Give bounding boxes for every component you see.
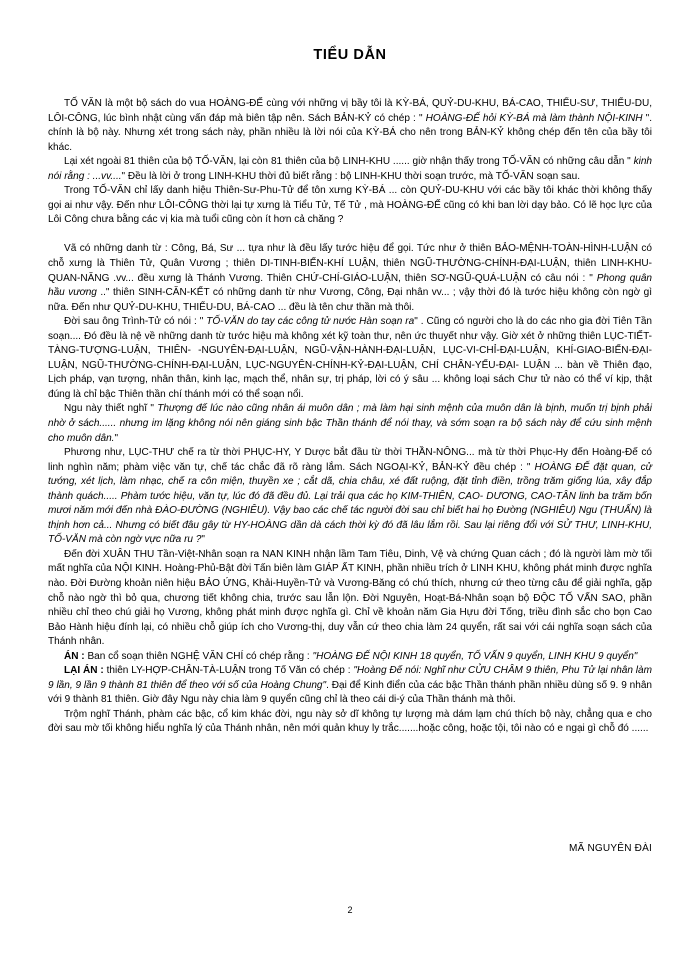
text-run: Lại xét ngoài 81 thiên của bộ TỐ-VĂN, lại còn 81 thiên của bộ LINH-KHU ...... giờ nhận thấy trong TỐ-VĂN có những câu dẫn " [64, 156, 634, 168]
text-run: thiên LY-HỢP-CHÂN-TÀ-LUẬN trong Tố Văn có chép : [103, 665, 354, 677]
text-run: .." thiên SINH-CĂN-KẾT có những danh từ như Vương, Công, Đại nhân vv... ; vậy thời đó là tước hiệu không còn ngờ gì nữa. Đến như QUỶ-DU-KHU, THIỂU-DU, BÁ-CAO ... đều là tên chư thần mà thôi. [48, 287, 652, 313]
text-run: TỐ VĂN là một bộ sách do vua HOÀNG-ĐẾ cùng với những vị bầy tôi là KỲ-BÁ, QUỶ-DU-KHU, BÁ-CAO, THIỂU-SƯ, THIỂU-DU, LÔI-CÔNG, lúc bình nhật cùng vấn đáp mà biên tập nên. Sách BẢN-KỶ có chép : " [48, 98, 652, 124]
text-run: Trộm nghĩ Thánh, phàm các bậc, cổ kim khác đời, ngu này sở dĩ không tự lượng mà dám lạm chú thích bộ này, chẳng qua e cho đời sau mờ tối không hiểu nghĩa lý của Thánh nhân, nên mới quản khuy ly trắc.......hoặc công, hoặc tội, tôi nào có e ngại gì chỗ đó ...... [48, 708, 652, 735]
note-label: LẠI ÁN : [64, 665, 104, 677]
paragraph [48, 184, 652, 228]
paragraph [48, 664, 652, 708]
text-run: " . Cũng có người cho là do các nho gia đời Tiên Tần soạn.... Đó đều là nệ về những danh từ tước hiệu mà không xét kỹ toàn thư, nên ức thuyết như vậy. Giờ xét ở những thiên LỤC-TIẾT-TÀNG-TƯỢNG-LUẬN, THIÊN- -NGUYÊN-ĐẠI-LUẬN, NGŨ-VẬN-HÀNH-ĐẠI-LUẬN, LỤC-VI-CHỈ-ĐẠI-LUẬN, KHÍ-GIAO-BIẾN-ĐẠI- LUẬN, NGŨ-THƯỜNG-CHÍNH-ĐẠI-LUẬN, LỤC-NGUYÊN-CHÍNH-KỶ-ĐẠI-LUẬN, CHÍ CHÂN-YẾU-ĐẠI- LUẬN ... bàn về Thiên đạo, Lịch pháp, vạn tượng, nhân thân, kinh lạc, mạch thể, nhân sự, trị pháp, lời có ý sâu ... không loại sách Chư tử nào có thể ví kịp, thật đúng là chỉ bậc Thiên thần chí thánh mới có thể soạn nổi. [48, 316, 652, 400]
text-run: Vã có những danh từ : Công, Bá, Sư ... tựa như là đều lấy tước hiệu để gọi. Tức như ở thiên BẢO-MỆNH-TOÀN-HÌNH-LUẬN có chỗ xưng là Thiên Tử, Quân Vương ; thiên DI-TINH-BIẾN-KHÍ LUẬN, thiên NGŨ-THƯỜNG-CHÍNH-ĐẠI-LUẬN, thiên LINH-KHU-QUAN-NĂNG .vv... đều xưng là Thánh Vương. Thiên CHỨ-CHÍ-GIÁO-LUẬN, thiên SƠ-NGŨ-QUÁ-LUẬN có câu nói : " [48, 243, 652, 284]
document-body [48, 97, 652, 737]
text-run: ". chính là bộ này. Nhưng xét trong sách này, phần nhiều là lời nói của KỲ-BÁ cho nên trong BẢN-KỶ không chép đến tên của bầy tôi khác. [48, 112, 652, 153]
page-number: 2 [347, 905, 353, 915]
quoted-text: HOÀNG-ĐẾ hỏi KỲ-BÁ mà làm thành NỘI-KINH [425, 112, 646, 124]
quoted-text: TỐ-VĂN do tay các công tử nước Hàn soạn ra [206, 316, 415, 328]
text-run: Ban cổ soạn thiên NGHỆ VĂN CHÍ có chép rằng : [84, 650, 313, 662]
paragraph [48, 315, 652, 402]
text-run: . Đại để Kinh điển của các bậc Thần thánh phần nhiều dùng số 9. 9 nhân với 9 thành 81 thiên. Giờ đây Ngu này chia làm 9 quyển cũng chỉ là theo cái di-ý của Thần thánh mà thôi. [48, 679, 652, 706]
quoted-text: Phong quân hầu vương [48, 272, 653, 299]
quoted-text: "Hoàng Đế nói: Nghĩ như CỬU CHÂM 9 thiên, Phu Tử lại nhân làm 9 lần, 9 lần 9 thành 81 thiên để theo với số của Hoàng Chung" [48, 665, 652, 691]
paragraph [48, 97, 652, 155]
paragraph [48, 548, 652, 650]
paragraph [48, 402, 652, 446]
paragraph [48, 242, 652, 315]
paragraph [48, 650, 652, 665]
quoted-text: HOÀNG ĐẾ đặt quan, cử tướng, xét lịch, làm nhạc, chế ra côn miện, thuyền xe ; cắt dã, chia châu, xé đất ruộng, đặt tỉnh điền, trồng trăm giống lúa, xây đắp thành quách..... Phàm tước hiệu, văn tự, lúc đó đã đều đủ. Lại trải qua các họ KIM-THIÊN, CAO- DƯƠNG, CAO-TÂN linh ba trăm bốn mươi năm mới đến nhà ĐÀO-ĐƯỜNG (NGHIÊU). Vậy bao các chế tác người đời sau chỉ biết hai họ Đường (NGHIÊU) Ngu (THUẤN) là thịnh hơn cả... Nhưng có biết đâu gây từ HY-HOÀNG dần dà cách thời kỳ đó đã lâu lắm rồi. Sau lại riêng đổi với SỬ THƯ, LINH-KHU, TỐ-VĂN mà còn ngờ vực nữa ru ? [48, 461, 652, 546]
page-title: TIỂU DẪN [313, 47, 387, 63]
text-run: " [114, 432, 119, 444]
text-run: Đến đời XUÂN THU Tần-Việt-Nhân soạn ra NAN KINH nhận lầm Tam Tiêu, Dinh, Vệ và chứng Quan cách ; đó là người làm mờ tối mất nghĩa của NỘI KINH. Hoàng-Phủ-Bật đời Tấn biên làm GIÁP ẤT KINH, phần nhiều trích ở LINH KHU, không phát minh được nghĩa nào. Đời Đường khoản niên hiệu BẢO ỨNG, Khải-Huyền-Tử và Vương-Băng có chú thích, nhưng cứ theo từng câu để giải nghĩa, gặp chỗ nào ngờ thì bỏ qua, chương tiết không chia, trước sau lẫn lộn. Đời Nguyên, Hoạt-Bá-Nhân soạn bộ ĐỘC TỐ VẤN SAO, phần nhiều chỉ theo chú giải họ Vương, không phát minh được nghĩa gì. Chỉ về khoản năm Gia Hựu đời Tống, triều đình sắc cho bọn Cao Bảo Hành hiệu đính lại, có nhiều chỗ giúp ích cho Vương-thị, duy vẫn cứ theo chia làm 24 quyển, rất sai với cái nghĩa soạn sách của Thánh nhân. [48, 548, 652, 648]
text-run: Trong TỐ-VĂN chỉ lấy danh hiệu Thiên-Sư-Phu-Tử để tôn xưng KỲ-BÁ ... còn QUỶ-DU-KHU với các bầy tôi khác thời không thấy gọi ai như vậy. Đến như LÔI-CÔNG thời lại tự xưng là Tiểu Tử, Tế Tử , mà HOÀNG-ĐẾ cũng có khi ban lời dạy bảo. Có lẽ học lực của Lôi Công chưa bằng các vị kia mà tuổi cũng còn ít hơn cả chăng ? [48, 185, 652, 226]
paragraph [48, 155, 652, 184]
paragraph [48, 708, 652, 737]
note-label: ÁN : [64, 650, 85, 662]
quoted-text: kinh nói rằng : ...vv.... [48, 156, 652, 182]
author-signature: MÃ NGUYÊN ĐÀI [569, 843, 652, 854]
text-run: Phương như, LỤC-THƯ chế ra từ thời PHỤC-HY, Y Dược bắt đầu từ thời THẦN-NÔNG... mà từ thời Phục-Hy đến Hoàng-Đế có linh nghìn năm; phàm việc văn tự, chế tác chắc đã rõ ràng lắm. Sách NGOẠI-KỶ, BẢN-KỶ đều chép : " [48, 447, 652, 473]
text-run: Ngu này thiết nghĩ " [64, 403, 158, 415]
quoted-text: Thượng đế lúc nào cũng nhân ái muôn dân ; mà làm hại sinh mệnh của muôn dân là bịnh, muốn trị bịnh phải nhờ ở sách...... nhưng im lặng không nói nên giáng sinh bậc Thần thánh để nói thay, và sớm soạn ra bộ sách này để cứu sinh mệnh cho muôn dân. [48, 403, 652, 444]
paragraph [48, 446, 652, 548]
quoted-text: "HOÀNG ĐẾ NỘI KINH 18 quyển, TỐ VẤN 9 quyển, LINH KHU 9 quyển" [312, 650, 638, 662]
text-run: Đời sau ông Trình-Tử có nói : " [64, 316, 207, 328]
text-run: " Đều là lời ở trong LINH-KHU thời đủ biết rằng : bộ LINH-KHU thời soạn trước, mà TỐ-VĂN soạn sau. [121, 170, 581, 182]
text-run: " [201, 534, 205, 546]
